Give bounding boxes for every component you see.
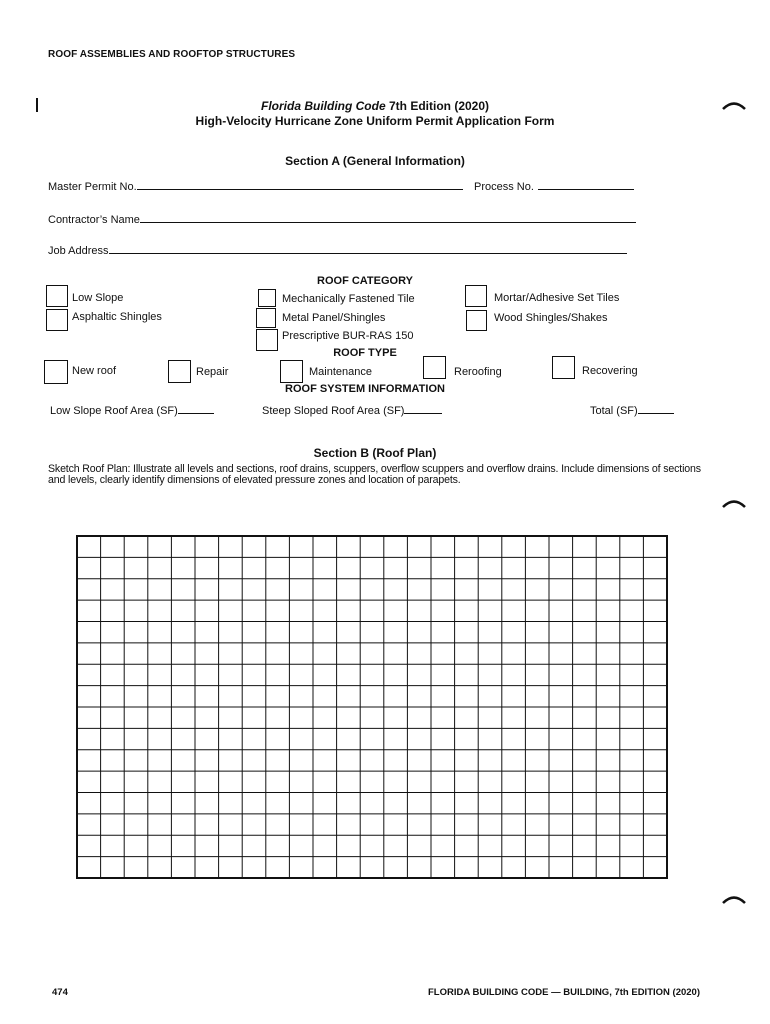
- process-no-field[interactable]: Process No.: [474, 179, 634, 193]
- roof-system-heading: ROOF SYSTEM INFORMATION: [285, 383, 445, 395]
- metal-panel-label: Metal Panel/Shingles: [282, 312, 386, 324]
- steep-slope-area-field[interactable]: Steep Sloped Roof Area (SF): [262, 403, 442, 417]
- recovering-checkbox[interactable]: [552, 356, 575, 379]
- roof-type-heading: ROOF TYPE: [333, 347, 397, 359]
- mortar-adhesive-tiles-label: Mortar/Adhesive Set Tiles: [494, 292, 620, 304]
- roof-plan-grid[interactable]: [76, 535, 668, 879]
- reroofing-checkbox[interactable]: [423, 356, 446, 379]
- recovering-label: Recovering: [582, 365, 638, 377]
- repair-checkbox[interactable]: [168, 360, 191, 383]
- job-address-field[interactable]: Job Address: [48, 243, 627, 257]
- master-permit-field[interactable]: Master Permit No.: [48, 179, 463, 193]
- form-title: Florida Building Code 7th Edition (2020): [260, 99, 490, 113]
- form-subtitle: High-Velocity Hurricane Zone Uniform Permit Application Form: [195, 114, 555, 128]
- mortar-adhesive-tiles-checkbox[interactable]: [465, 285, 487, 307]
- repair-label: Repair: [196, 366, 229, 378]
- low-slope-area-field[interactable]: Low Slope Roof Area (SF): [50, 403, 214, 417]
- new-roof-label: New roof: [72, 365, 117, 377]
- low-slope-label: Low Slope: [72, 292, 124, 304]
- mechanically-fastened-tile-checkbox[interactable]: [258, 289, 276, 307]
- roof-category-heading: ROOF CATEGORY: [317, 275, 413, 287]
- book-title: FLORIDA BUILDING CODE — BUILDING, 7th EDITION (2020): [428, 987, 700, 998]
- revision-marker-icon: [722, 498, 746, 508]
- wood-shingles-checkbox[interactable]: [466, 310, 487, 331]
- maintenance-label: Maintenance: [309, 366, 372, 378]
- prescriptive-bur-label: Prescriptive BUR-RAS 150: [282, 330, 414, 342]
- running-head: ROOF ASSEMBLIES AND ROOFTOP STRUCTURES: [48, 49, 296, 60]
- asphaltic-shingles-label: Asphaltic Shingles: [72, 311, 162, 323]
- wood-shingles-label: Wood Shingles/Shakes: [494, 312, 608, 324]
- revision-marker-icon: [722, 894, 746, 904]
- contractor-name-field[interactable]: Contractor’s Name: [48, 212, 636, 226]
- new-roof-checkbox[interactable]: [44, 360, 68, 384]
- section-b-instructions: Sketch Roof Plan: Illustrate all levels and sections, roof drains, scuppers, overflow scuppers and overflow drains. Include dimensions of sections and levels, clearly identify dimensions of elevated pressure zones and location of parapets.: [48, 463, 701, 486]
- total-area-field[interactable]: Total (SF): [590, 403, 674, 417]
- maintenance-checkbox[interactable]: [280, 360, 303, 383]
- page-number: 474: [52, 987, 68, 998]
- asphaltic-shingles-checkbox[interactable]: [46, 309, 68, 331]
- low-slope-checkbox[interactable]: [46, 285, 68, 307]
- section-a-heading: Section A (General Information): [285, 154, 465, 168]
- mechanically-fastened-tile-label: Mechanically Fastened Tile: [282, 293, 415, 305]
- metal-panel-checkbox[interactable]: [256, 308, 276, 328]
- reroofing-label: Reroofing: [454, 366, 502, 378]
- section-b-heading: Section B (Roof Plan): [313, 446, 437, 460]
